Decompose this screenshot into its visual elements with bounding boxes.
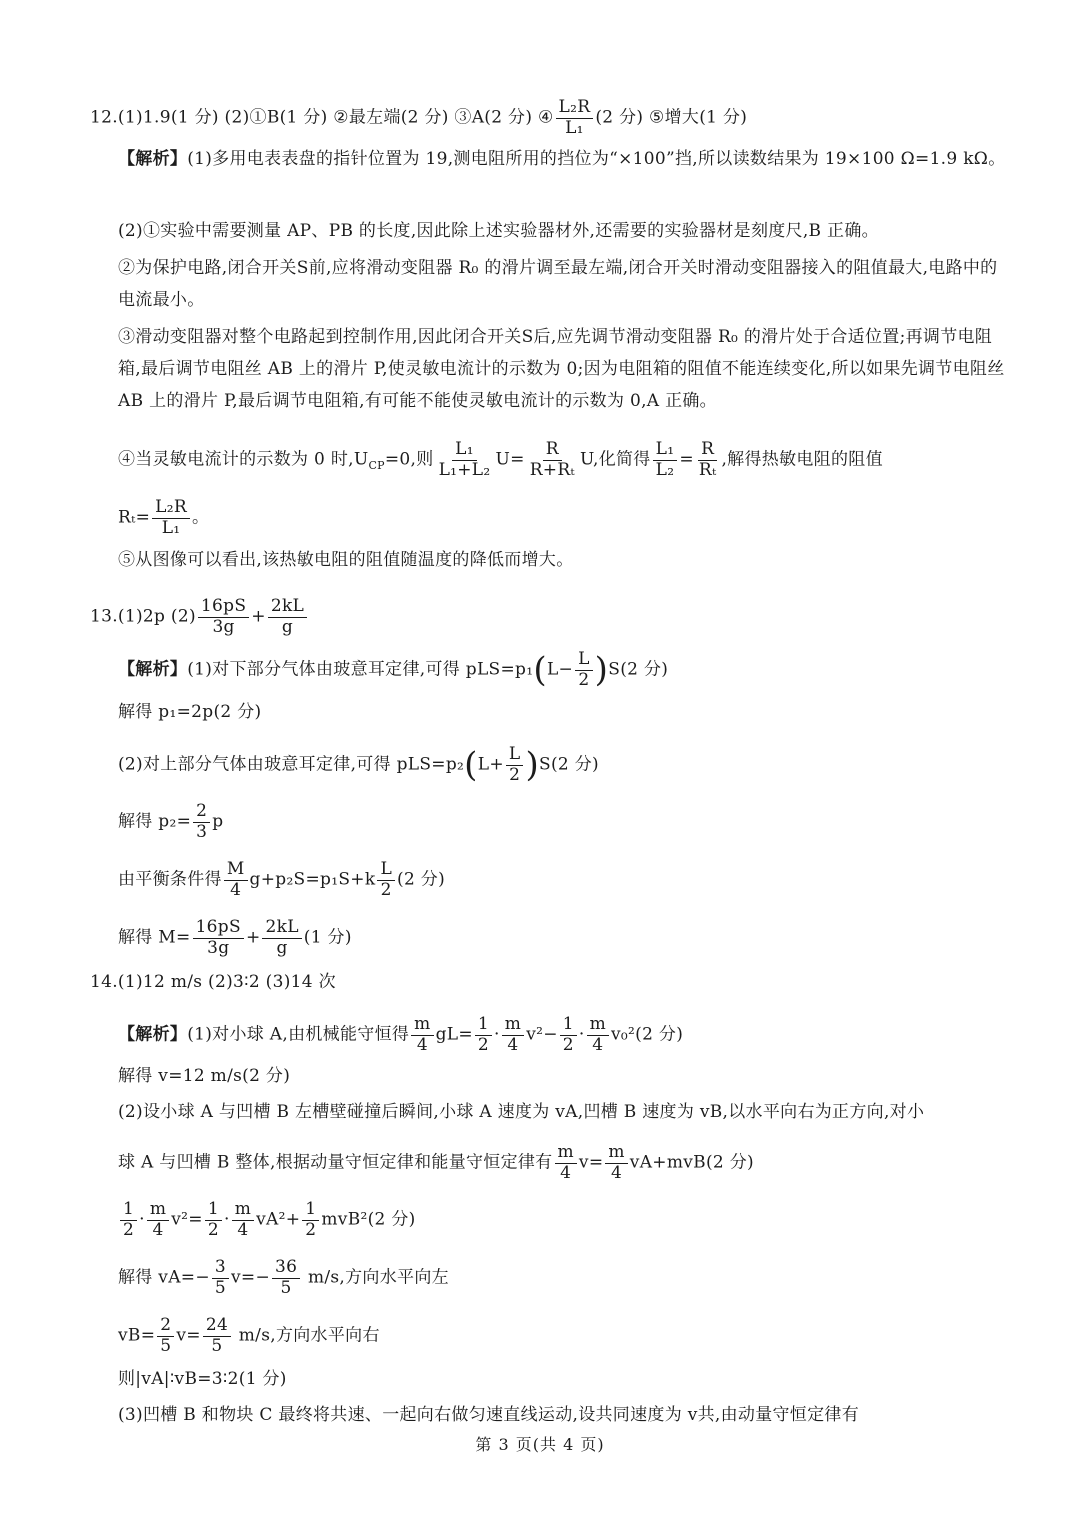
q13-answer-plus: + — [251, 606, 266, 627]
q13-s3-text-c: S(2 分) — [539, 754, 599, 775]
frac-num: m — [587, 1015, 609, 1036]
q13-analysis-s6 — [118, 918, 1010, 958]
q12-analysis-p1 — [118, 143, 1010, 175]
frac-den: R+Rₜ — [529, 459, 575, 480]
frac-num: R — [543, 440, 562, 461]
frac-den: 4 — [592, 1034, 604, 1055]
q13-analysis-s1 — [118, 650, 1010, 690]
q14-s1-text-c: · — [494, 1024, 500, 1045]
frac-den: 5 — [160, 1335, 172, 1356]
q14-s6-frac2 — [272, 1258, 300, 1298]
q12-p6-frac — [152, 498, 190, 538]
q13-s3-text-a: (2)对上部分气体由玻意耳定律,可得 pLS=p₂ — [118, 754, 465, 775]
right-paren: ) — [594, 650, 609, 691]
frac-num: m — [555, 1143, 577, 1164]
q14-s1-frac3 — [502, 1015, 524, 1055]
q12-answer-fraction — [556, 98, 594, 138]
frac-num: L₁ — [653, 440, 678, 461]
frac-num: 3 — [212, 1258, 229, 1279]
frac-den: 4 — [230, 879, 242, 900]
q12-p5-frac2 — [527, 440, 578, 480]
frac-num: L₂R — [152, 498, 190, 519]
q14-s4-text-c: vA+mvB(2 分) — [629, 1152, 754, 1173]
frac-den: g — [276, 937, 288, 958]
q13-analysis-s5 — [118, 860, 1010, 900]
frac-num: L₂R — [556, 98, 594, 119]
q14-s1-frac2 — [475, 1015, 492, 1055]
q12-p1-text: (1)多用电表表盘的指针位置为 19,测电阻所用的挡位为“×100”挡,所以读数结果为 19×100 Ω=1.9 kΩ。 — [187, 149, 1006, 169]
page-number-footer: 第 3 页(共 4 页) — [475, 1435, 605, 1454]
q14-s1-frac4 — [560, 1015, 577, 1055]
q13-s4-frac — [193, 802, 210, 842]
q13-s3-text-b: L+ — [477, 754, 504, 775]
frac-num: 2 — [157, 1316, 174, 1337]
frac-den: 2 — [123, 1219, 135, 1240]
frac-num: 16pS — [198, 597, 249, 618]
frac-den: 4 — [237, 1219, 249, 1240]
frac-den: 4 — [507, 1034, 519, 1055]
q13-analysis-s2 — [118, 700, 1010, 724]
q12-p4-text: ③滑动变阻器对整个电路起到控制作用,因此闭合开关S后,应先调节滑动变阻器 R₀ 的滑片处于合适位置;再调节电阻箱,最后调节电阻丝 AB 上的滑片 P,使灵敏电流计的示数为 0;因为电阻箱的阻值不能连续变化,所以如果先调节电阻丝 AB 上的滑片 P,最后调节电阻箱,有可能不能使灵敏电流计的示数为 0,A 正确。 — [118, 327, 1005, 411]
q12-p3-text: ②为保护电路,闭合开关S前,应将滑动变阻器 R₀ 的滑片调至最左端,闭合开关时滑动变阻器接入的阻值最大,电路中的电流最小。 — [118, 258, 998, 310]
q14-s1-text-b: gL= — [435, 1024, 473, 1045]
q14-s5-text-e: mvB²(2 分) — [321, 1209, 416, 1230]
q13-analysis-s3 — [118, 745, 1010, 785]
q14-s5-frac4 — [232, 1200, 254, 1240]
q14-s4-text-a: 球 A 与凹槽 B 整体,根据动量守恒定律和能量守恒定律有 — [118, 1152, 553, 1173]
q12-answer-line — [90, 98, 1010, 138]
q12-analysis-p7 — [118, 548, 1010, 572]
frac-den: 3g — [207, 937, 230, 958]
q13-s6-frac2 — [262, 918, 301, 958]
q13-s4-text-b: p — [212, 811, 224, 832]
q14-s7-frac1 — [157, 1316, 174, 1356]
frac-num: 1 — [205, 1200, 222, 1221]
q14-analysis-s8 — [118, 1367, 1010, 1391]
left-paren: ( — [533, 650, 547, 691]
frac-den: L₁ — [161, 517, 181, 538]
q14-analysis-s2 — [118, 1064, 1010, 1088]
q14-s3-text: (2)设小球 A 与凹槽 B 左槽壁碰撞后瞬间,小球 A 速度为 vA,凹槽 B 速度为 vB,以水平向右为正方向,对小 — [118, 1102, 925, 1122]
q14-answer-text: 14.(1)12 m/s (2)3∶2 (3)14 次 — [90, 972, 336, 992]
q12-p5-text-a: ④当灵敏电流计的示数为 0 时,U — [118, 449, 369, 470]
q13-s3-frac — [506, 745, 524, 785]
q14-s5-text-c: · — [223, 1209, 230, 1230]
frac-num: M — [224, 860, 248, 881]
frac-den: L₁+L₂ — [438, 459, 491, 480]
q14-s7-frac2 — [203, 1316, 231, 1356]
q13-s5-text-c: (2 分) — [397, 869, 446, 890]
q13-answer-text-a: 13.(1)2p (2) — [90, 606, 196, 627]
frac-num: L — [377, 860, 395, 881]
q13-s1-text-b: L− — [546, 659, 574, 680]
q12-p5-frac1 — [436, 440, 494, 480]
q13-answer-frac1 — [198, 597, 249, 637]
q14-s5-frac3 — [205, 1200, 222, 1240]
q14-s1-text-f: v₀²(2 分) — [611, 1024, 684, 1045]
q12-analysis-p2 — [118, 215, 1010, 247]
q14-s5-frac2 — [147, 1200, 169, 1240]
q12-analysis-p3 — [118, 252, 1010, 316]
analysis-tag: 【解析】 — [118, 149, 188, 169]
q14-analysis-s1 — [118, 1015, 1010, 1055]
frac-den: 3g — [212, 616, 235, 637]
q14-s4-text-b: v= — [578, 1152, 604, 1173]
q12-p5-text-d: U,化简得 — [579, 449, 651, 470]
q13-s6-frac1 — [193, 918, 244, 958]
frac-num: 16pS — [193, 918, 244, 939]
q12-p6-text-a: Rₜ= — [118, 507, 151, 528]
q14-s5-text-d: vA²+ — [256, 1209, 301, 1230]
frac-num: L — [506, 745, 524, 766]
frac-den: 2 — [509, 764, 521, 785]
q14-analysis-s5 — [118, 1200, 1010, 1240]
q14-s4-frac2 — [605, 1143, 627, 1183]
q14-s5-text-a: · — [139, 1209, 145, 1230]
q12-p7-text: ⑤从图像可以看出,该热敏电阻的阻值随温度的降低而增大。 — [118, 550, 574, 570]
q14-s1-text-d: v²− — [526, 1024, 558, 1045]
q13-analysis-s4 — [118, 802, 1010, 842]
q12-analysis-p6 — [118, 498, 1010, 538]
frac-num: m — [502, 1015, 524, 1036]
q14-s9-text: (3)凹槽 B 和物块 C 最终将共速、一起向右做匀速直线运动,设共同速度为 v共,由动量守恒定律有 — [118, 1405, 860, 1425]
analysis-tag: 【解析】 — [118, 1024, 188, 1045]
q12-p6-text-b: 。 — [191, 507, 210, 528]
frac-den: g — [281, 616, 294, 637]
frac-den: 2 — [562, 1034, 574, 1055]
q14-answer-line — [90, 970, 1010, 994]
analysis-tag: 【解析】 — [118, 659, 188, 680]
q14-s1-frac1 — [411, 1015, 433, 1055]
frac-num: 1 — [120, 1200, 137, 1221]
frac-den: 2 — [380, 879, 392, 900]
frac-num: 2kL — [262, 918, 301, 939]
q13-s5-frac2 — [377, 860, 395, 900]
q12-analysis-p4 — [118, 321, 1010, 417]
q14-analysis-s9 — [118, 1403, 1010, 1427]
frac-den: 4 — [560, 1162, 572, 1183]
q14-s4-frac1 — [555, 1143, 577, 1183]
frac-den: 2 — [207, 1219, 219, 1240]
q12-answer-text-a: 12.(1)1.9(1 分) (2)①B(1 分) ②最左端(2 分) ③A(2 分) ④ — [90, 107, 554, 128]
q14-s6-text-b: v=− — [231, 1267, 270, 1288]
q14-s7-text-b: v= — [176, 1325, 201, 1346]
frac-den: 5 — [214, 1277, 226, 1298]
frac-num: m — [411, 1015, 433, 1036]
q12-p5-text-f: ,解得热敏电阻的阻值 — [721, 449, 883, 470]
frac-den: 4 — [152, 1219, 164, 1240]
q14-s5-frac5 — [302, 1200, 319, 1240]
q12-p5-frac3 — [653, 440, 678, 480]
frac-num: 1 — [475, 1015, 492, 1036]
frac-num: 1 — [560, 1015, 577, 1036]
q12-p5-frac4 — [696, 440, 720, 480]
q14-s6-text-a: 解得 vA=− — [118, 1267, 210, 1288]
q13-s1-text-c: S(2 分) — [608, 659, 669, 680]
q14-s8-text: 则|vA|∶vB=3∶2(1 分) — [118, 1369, 287, 1389]
frac-den: L₁ — [565, 117, 584, 138]
q12-p2-text: (2)①实验中需要测量 AP、PB 的长度,因此除上述实验器材外,还需要的实验器材是刻度尺,B 正确。 — [118, 221, 879, 241]
q12-analysis-p5 — [118, 440, 1010, 480]
q14-s5-text-b: v²= — [171, 1209, 203, 1230]
frac-num: 1 — [302, 1200, 319, 1221]
q13-answer-line — [90, 597, 1010, 637]
frac-num: m — [147, 1200, 169, 1221]
frac-num: 2 — [193, 802, 210, 823]
q12-p5-text-c: U= — [495, 449, 525, 470]
q14-s1-frac5 — [587, 1015, 609, 1055]
q14-analysis-s4 — [118, 1143, 1010, 1183]
q13-s4-text-a: 解得 p₂= — [118, 811, 192, 832]
q14-s5-frac1 — [120, 1200, 137, 1240]
q14-s6-text-c: m/s,方向水平向左 — [302, 1267, 449, 1288]
frac-num: m — [232, 1200, 254, 1221]
q13-s1-text-a: (1)对下部分气体由玻意耳定律,可得 pLS=p₁ — [187, 659, 534, 680]
q12-p5-text-b: =0,则 — [384, 449, 434, 470]
frac-den: 2 — [305, 1219, 317, 1240]
frac-num: L₁ — [452, 440, 477, 461]
q13-s6-text-c: (1 分) — [303, 927, 352, 948]
q14-analysis-s7 — [118, 1316, 1010, 1356]
frac-den: 4 — [611, 1162, 623, 1183]
q14-s6-frac1 — [212, 1258, 229, 1298]
frac-den: L₂ — [655, 459, 675, 480]
q13-answer-frac2 — [268, 597, 307, 637]
frac-den: 4 — [416, 1034, 428, 1055]
q13-s6-text-b: + — [245, 927, 261, 948]
q12-p5-sub: CP — [368, 458, 385, 472]
q14-analysis-s3 — [118, 1100, 1010, 1124]
q12-answer-text-b: (2 分) ⑤增大(1 分) — [595, 107, 748, 128]
frac-den: Rₜ — [698, 459, 717, 480]
right-paren: ) — [525, 745, 540, 786]
left-paren: ( — [464, 745, 478, 786]
q14-s7-text-a: vB= — [118, 1325, 156, 1346]
frac-den: 5 — [211, 1335, 223, 1356]
q13-s5-frac1 — [224, 860, 248, 900]
frac-den: 5 — [280, 1277, 292, 1298]
q14-s1-text-a: (1)对小球 A,由机械能守恒得 — [187, 1024, 410, 1045]
q14-s2-text: 解得 v=12 m/s(2 分) — [118, 1066, 291, 1086]
q13-s5-text-b: g+p₂S=p₁S+k — [249, 869, 376, 890]
frac-den: 2 — [477, 1034, 490, 1055]
q13-s6-text-a: 解得 M= — [118, 927, 191, 948]
q13-s5-text-a: 由平衡条件得 — [118, 869, 222, 890]
frac-den: 2 — [578, 669, 590, 690]
frac-num: R — [698, 440, 717, 461]
frac-num: m — [605, 1143, 627, 1164]
q12-p5-text-e: = — [679, 449, 694, 470]
frac-num: L — [575, 650, 593, 671]
frac-num: 36 — [272, 1258, 300, 1279]
q13-s2-text: 解得 p₁=2p(2 分) — [118, 702, 262, 722]
frac-num: 24 — [203, 1316, 231, 1337]
frac-den: 3 — [196, 821, 208, 842]
q14-s1-text-e: · — [578, 1024, 585, 1045]
q13-s1-frac — [575, 650, 593, 690]
frac-num: 2kL — [268, 597, 307, 618]
q14-s7-text-c: m/s,方向水平向右 — [233, 1325, 380, 1346]
q14-analysis-s6 — [118, 1258, 1010, 1298]
